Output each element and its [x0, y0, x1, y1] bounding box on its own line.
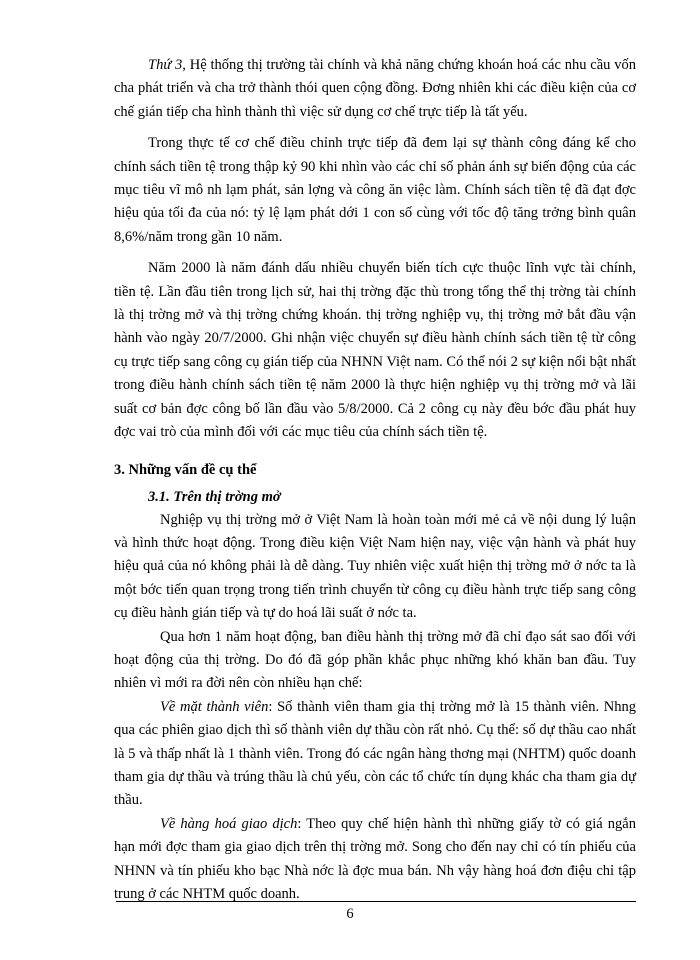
paragraph-text: : Số thành viên tham gia thị trờng mở là 15 thành viên. Nhng qua các phiên giao dịch thì số thành viên dự thầu còn rất nhỏ. Cụ thể: số dự thầu cao nhất là 5 và thấp nhất là 1 thành viên. Trong đó các ngân hàng thơng mại (NHTM) quốc doanh tham gia dự thầu và trúng thầu là chủ yếu, còn các tổ chức tín dụng khác cha tham gia dự thầu.: [114, 698, 636, 809]
paragraph-thanh-vien: [114, 696, 636, 813]
paragraph-text: : Theo quy chế hiện hành thì những giấy tờ có giá ngắn hạn mới đợc tham gia giao dịch trên thị trờng mở. Song cho đến nay chỉ có tín phiếu của NHNN và tín phiếu kho bạc Nhà nớc là đợc mua bán. Nh vậy hàng hoá đơn điệu chỉ tập trung ở các NHTM quốc doanh.: [114, 815, 636, 902]
paragraph-text: , Hệ thống thị trường tài chính và khả năng chứng khoán hoá các nhu cầu vốn cha phát triển và cha trở thành thói quen cộng đồng. Đơng nhiên khi các điều kiện của cơ chế gián tiếp cha hình thành thì việc sử dụng cơ chế trực tiếp là tất yếu.: [114, 57, 636, 120]
paragraph-lead: Thứ 3: [148, 57, 183, 73]
paragraph-lead: Về hàng hoá giao dịch: [160, 815, 298, 832]
paragraph-nam-2000: Năm 2000 là năm đánh dấu nhiều chuyển biến tích cực thuộc lĩnh vực tài chính, tiền tệ. Lần đầu tiên trong lịch sử, hai thị trờng đặc thù trong tổng thể thị trờng tài chính là thị trờng mở và thị trờng chứng khoán. thị trờng nghiệp vụ, thị trờng mở bắt đầu vận hành vào ngày 20/7/2000. Ghi nhận việc chuyển sự điều hành chính sách tiền tệ từ công cụ trực tiếp sang công cụ gián tiếp của NHNN Việt nam. Có thể nói 2 sự kiện nổi bật nhất trong điều hành chính sách tiền tệ năm 2000 là thực hiện nghiệp vụ thị trờng mở và lãi suất cơ bản đợc công bố lần đầu vào 5/8/2000. Cả 2 công cụ này đều bớc đầu phát huy đợc vai trò của mình đối với các mục tiêu của chính sách tiền tệ.: [114, 260, 636, 441]
section-heading: 3. Những vấn đề cụ thể: [114, 461, 257, 478]
paragraph-hang-hoa: [114, 813, 636, 907]
subsection-heading: 3.1. Trên thị trờng mở: [148, 488, 281, 505]
paragraph-nghiep-vu: Nghiệp vụ thị trờng mở ở Việt Nam là hoàn toàn mới mẻ cả về nội dung lý luận và hình thức hoạt động. Trong điều kiện Việt Nam hiện nay, việc vận hành và phát huy hiệu quả của nó không phải là dễ dàng. Tuy nhiên việc xuất hiện thị trờng mở ở nớc ta là một bớc tiến quan trọng trong tiến trình chuyển từ công cụ điều hành trực tiếp sang công cụ điều hành gián tiếp và tự do hoá lãi suất ở nớc ta.: [114, 511, 636, 622]
paragraph-qua-hon: Qua hơn 1 năm hoạt động, ban điều hành thị trờng mở đã chỉ đạo sát sao đối với hoạt động của thị trờng. Do đó đã góp phần khắc phục những khó khăn ban đầu. Tuy nhiên vì mới ra đời nên còn nhiều hạn chế:: [114, 628, 636, 692]
paragraph-thu-3: [114, 54, 636, 124]
paragraph-thuc-te: Trong thực tế cơ chế điều chỉnh trực tiếp đã đem lại sự thành công đáng kể cho chính sách tiền tệ trong thập kỷ 90 khi nhìn vào các chỉ số phản ánh sự biến động của các mục tiêu vĩ mô nh lạm phát, sản lợng và công ăn việc làm. Chính sách tiền tệ đã đạt đợc hiệu qủa tối đa của nó: tỷ lệ lạm phát dới 1 con số cùng với tốc độ tăng trởng bình quân 8,6%/năm trong gần 10 năm.: [114, 135, 636, 245]
document-body: [114, 54, 636, 906]
page-number: 6: [346, 906, 354, 922]
footer-divider: [116, 901, 636, 902]
paragraph-lead: Về mặt thành viên: [160, 698, 269, 715]
